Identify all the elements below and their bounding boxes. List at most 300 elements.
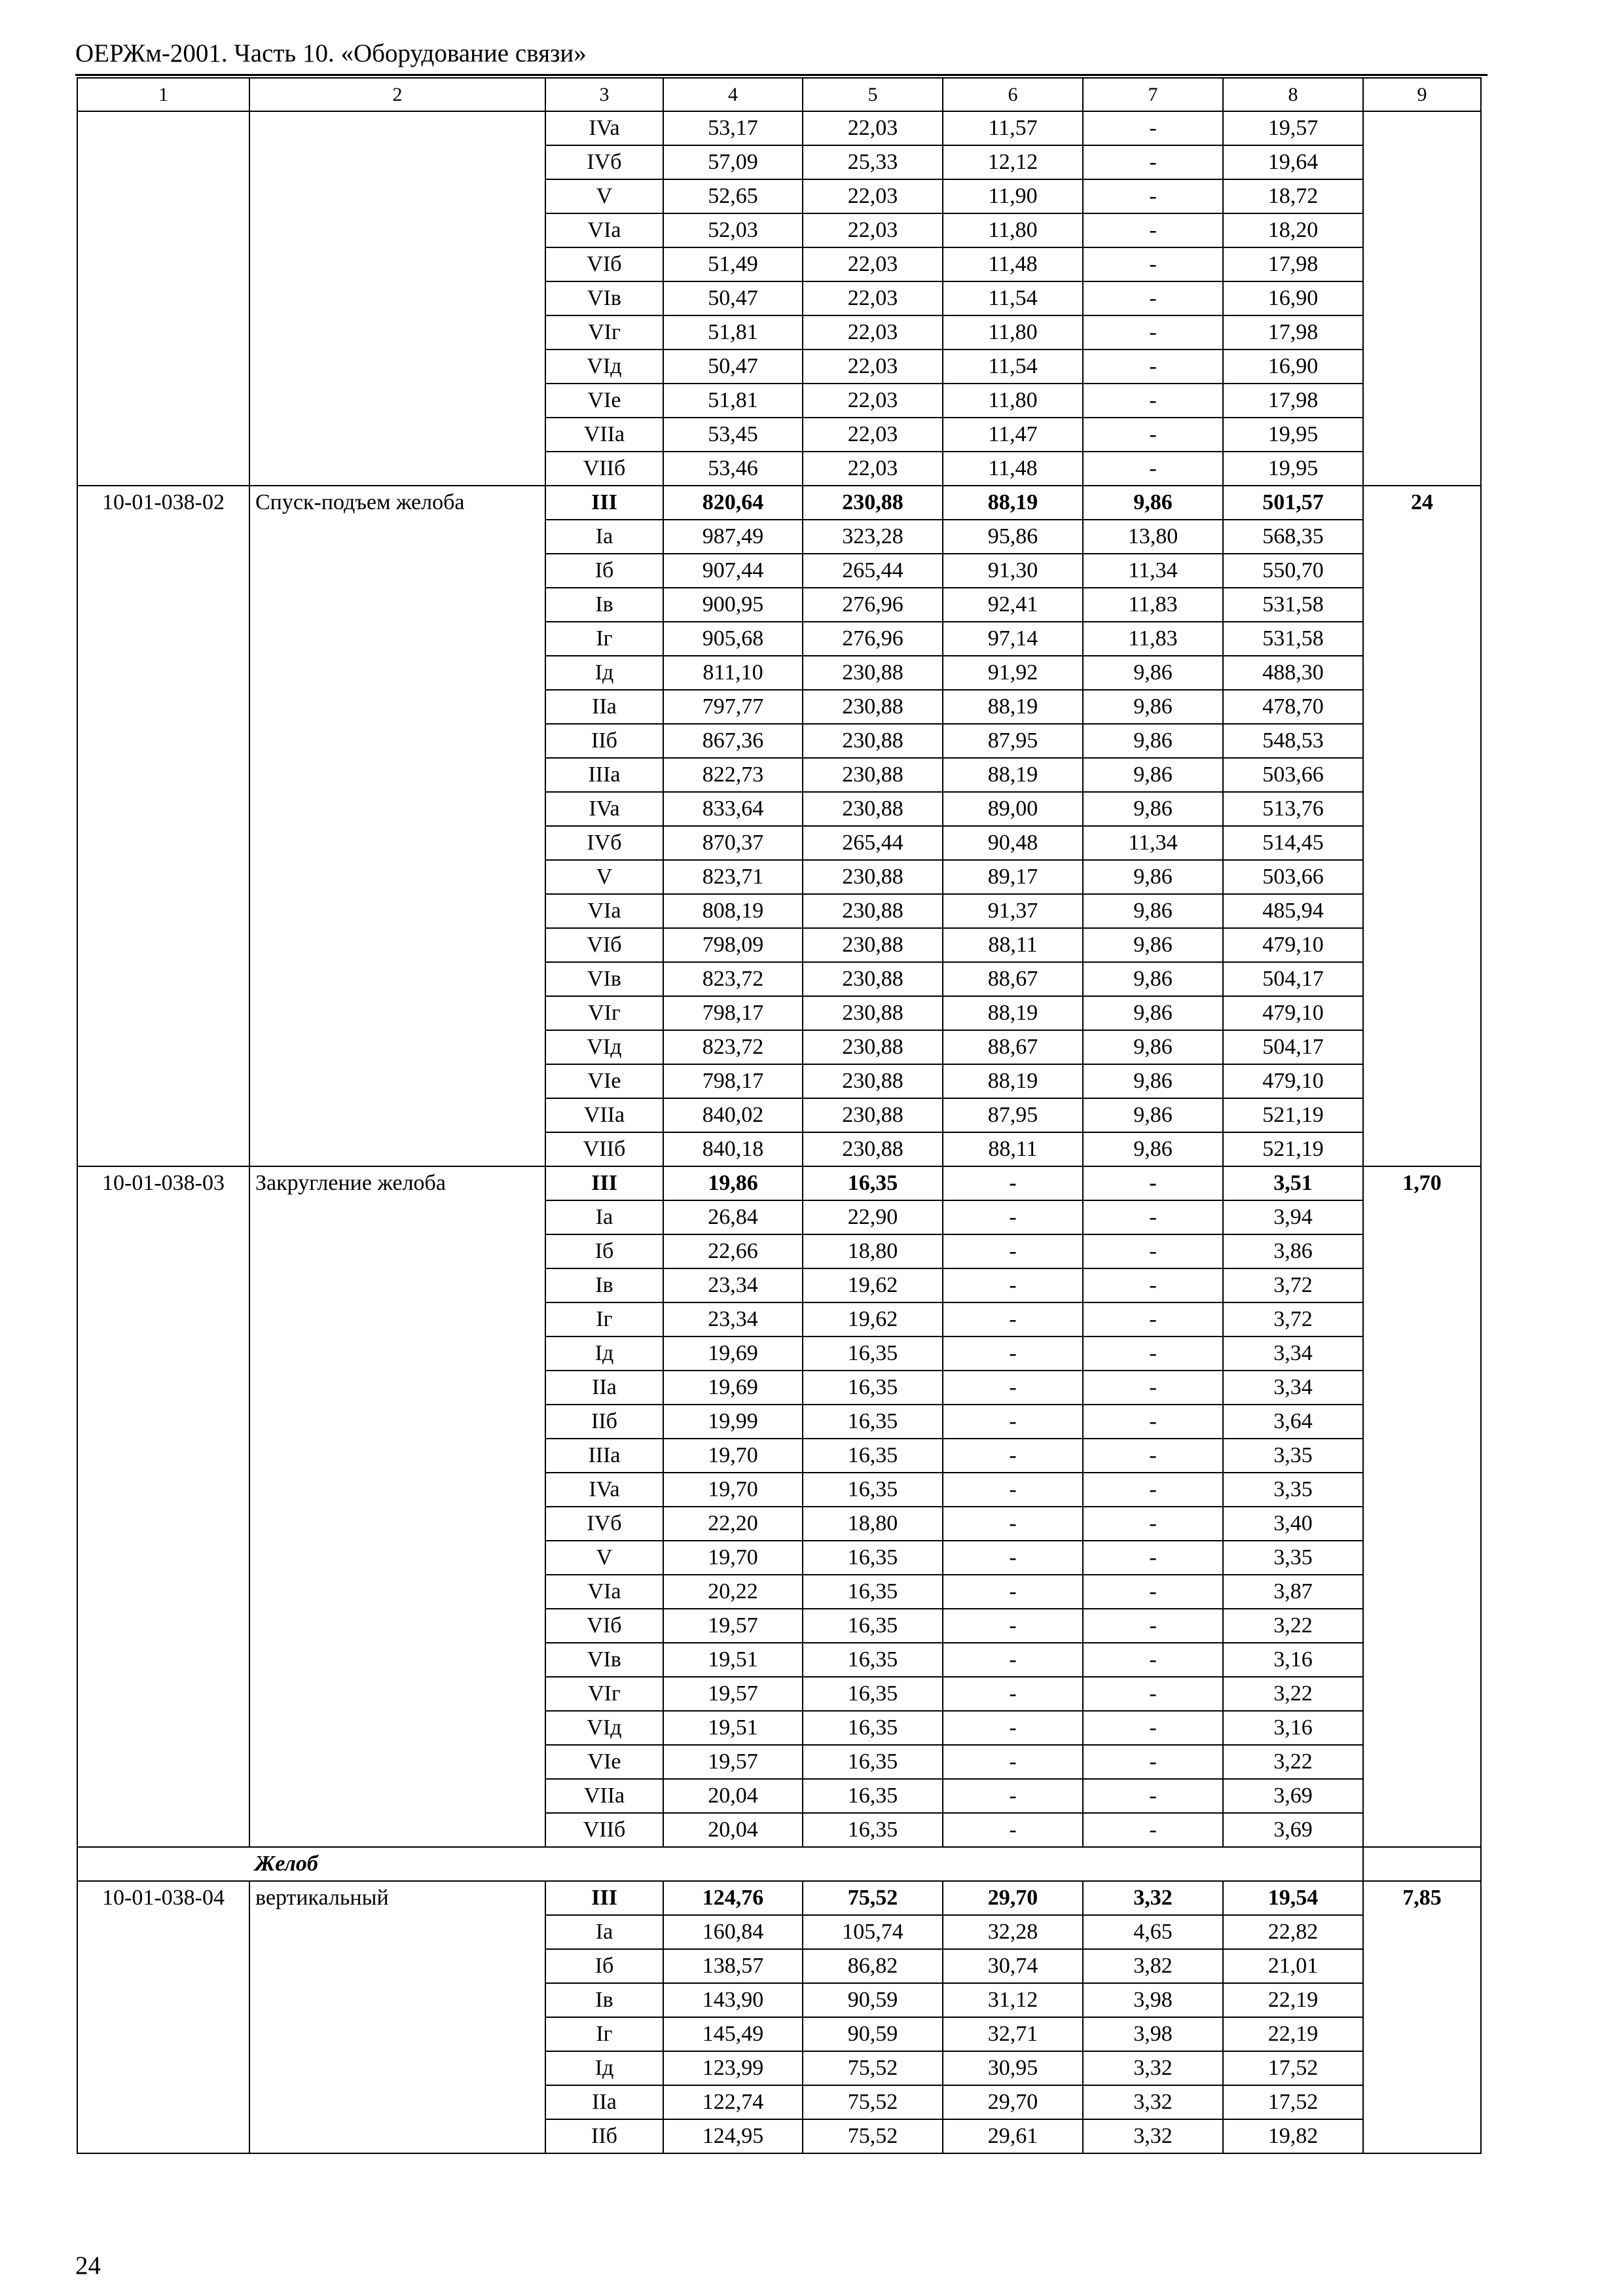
regime-cell: VIб — [545, 1609, 663, 1643]
value-cell: 13,80 — [1083, 520, 1223, 554]
column-number: 8 — [1223, 78, 1363, 111]
value-cell: 16,35 — [803, 1609, 943, 1643]
value-cell: 11,57 — [943, 111, 1083, 145]
table-row — [77, 1166, 1481, 1200]
value-cell: 3,64 — [1223, 1405, 1363, 1439]
regime-cell: Iб — [545, 554, 663, 588]
regime-cell: VIa — [545, 213, 663, 247]
value-cell: - — [1083, 1711, 1223, 1745]
regime-cell: VIIб — [545, 452, 663, 486]
value-cell: 53,17 — [663, 111, 803, 145]
value-cell: - — [943, 1745, 1083, 1779]
regime-cell: Iд — [545, 2051, 663, 2085]
regime-cell: IVб — [545, 1507, 663, 1541]
value-cell: - — [1083, 1575, 1223, 1609]
regime-cell: IIa — [545, 1371, 663, 1405]
rate-code: 10-01-038-04 — [77, 1881, 249, 2153]
column-number-row — [77, 78, 1481, 111]
value-cell: 91,37 — [943, 894, 1083, 928]
value-cell: 18,20 — [1223, 213, 1363, 247]
value-cell: - — [1083, 1541, 1223, 1575]
value-cell: - — [1083, 213, 1223, 247]
value-cell: 88,67 — [943, 962, 1083, 996]
value-cell: 18,80 — [803, 1234, 943, 1268]
value-cell: 90,59 — [803, 1983, 943, 2017]
value-cell: 230,88 — [803, 792, 943, 826]
value-cell: 3,22 — [1223, 1677, 1363, 1711]
column-9-value — [1363, 111, 1481, 486]
section-row — [77, 1847, 1481, 1881]
value-cell: 797,77 — [663, 690, 803, 724]
value-cell: 89,00 — [943, 792, 1083, 826]
value-cell: 19,69 — [663, 1336, 803, 1371]
value-cell: 31,12 — [943, 1983, 1083, 2017]
value-cell: 51,49 — [663, 247, 803, 281]
value-cell: 22,82 — [1223, 1915, 1363, 1949]
value-cell: - — [1083, 1507, 1223, 1541]
value-cell: 3,86 — [1223, 1234, 1363, 1268]
value-cell: 3,35 — [1223, 1439, 1363, 1473]
value-cell: - — [943, 1473, 1083, 1507]
regime-cell: VIIб — [545, 1132, 663, 1166]
value-cell: 89,17 — [943, 860, 1083, 894]
value-cell: 867,36 — [663, 724, 803, 758]
value-cell: 19,95 — [1223, 452, 1363, 486]
regime-cell: III — [545, 1166, 663, 1200]
value-cell: 122,74 — [663, 2085, 803, 2119]
regime-cell: VIIa — [545, 1098, 663, 1132]
value-cell: 88,19 — [943, 690, 1083, 724]
column-9-value: 7,85 — [1363, 1881, 1481, 2153]
value-cell: - — [943, 1507, 1083, 1541]
value-cell: 3,32 — [1083, 2119, 1223, 2153]
value-cell: 22,03 — [803, 452, 943, 486]
table-row — [77, 1881, 1481, 1915]
value-cell: 11,34 — [1083, 826, 1223, 860]
rate-code: 10-01-038-03 — [77, 1166, 249, 1847]
value-cell: 19,70 — [663, 1439, 803, 1473]
value-cell: 16,35 — [803, 1405, 943, 1439]
column-number: 6 — [943, 78, 1083, 111]
value-cell: 9,86 — [1083, 996, 1223, 1030]
regime-cell: Iв — [545, 1983, 663, 2017]
regime-cell: VIб — [545, 928, 663, 962]
value-cell: 900,95 — [663, 588, 803, 622]
value-cell: 17,98 — [1223, 315, 1363, 350]
value-cell: 19,99 — [663, 1405, 803, 1439]
section-empty-cell — [1363, 1847, 1481, 1881]
value-cell: 9,86 — [1083, 962, 1223, 996]
value-cell: - — [1083, 1405, 1223, 1439]
regime-cell: VIе — [545, 384, 663, 418]
value-cell: - — [943, 1336, 1083, 1371]
value-cell: 19,57 — [663, 1609, 803, 1643]
value-cell: 88,11 — [943, 1132, 1083, 1166]
value-cell: 840,18 — [663, 1132, 803, 1166]
value-cell: 88,19 — [943, 486, 1083, 520]
value-cell: - — [1083, 247, 1223, 281]
value-cell: 550,70 — [1223, 554, 1363, 588]
value-cell: 276,96 — [803, 588, 943, 622]
value-cell: 3,16 — [1223, 1643, 1363, 1677]
value-cell: 230,88 — [803, 690, 943, 724]
value-cell: 19,69 — [663, 1371, 803, 1405]
value-cell: 19,51 — [663, 1711, 803, 1745]
value-cell: 88,19 — [943, 996, 1083, 1030]
value-cell: - — [1083, 1677, 1223, 1711]
regime-cell: Iд — [545, 656, 663, 690]
value-cell: 16,35 — [803, 1336, 943, 1371]
regime-cell: Ia — [545, 520, 663, 554]
value-cell: 22,03 — [803, 179, 943, 213]
value-cell: 88,67 — [943, 1030, 1083, 1064]
value-cell: - — [1083, 1609, 1223, 1643]
value-cell: 11,80 — [943, 384, 1083, 418]
value-cell: 3,32 — [1083, 1881, 1223, 1915]
value-cell: 4,65 — [1083, 1915, 1223, 1949]
value-cell: - — [1083, 418, 1223, 452]
value-cell: 3,22 — [1223, 1609, 1363, 1643]
page-number: 24 — [75, 2251, 101, 2280]
value-cell: 16,90 — [1223, 350, 1363, 384]
value-cell: 11,54 — [943, 350, 1083, 384]
value-cell: 3,34 — [1223, 1371, 1363, 1405]
table-row — [77, 486, 1481, 520]
regime-cell: VIa — [545, 894, 663, 928]
value-cell: 276,96 — [803, 622, 943, 656]
regime-cell: IIa — [545, 2085, 663, 2119]
value-cell: 9,86 — [1083, 928, 1223, 962]
value-cell: 230,88 — [803, 928, 943, 962]
value-cell: 822,73 — [663, 758, 803, 792]
regime-cell: IIIa — [545, 758, 663, 792]
regime-cell: IIб — [545, 1405, 663, 1439]
value-cell: 25,33 — [803, 145, 943, 179]
value-cell: 22,03 — [803, 247, 943, 281]
value-cell: - — [1083, 315, 1223, 350]
value-cell: 75,52 — [803, 2085, 943, 2119]
value-cell: 11,83 — [1083, 588, 1223, 622]
value-cell: 75,52 — [803, 2119, 943, 2153]
regime-cell: VIд — [545, 350, 663, 384]
value-cell: - — [943, 1166, 1083, 1200]
value-cell: 50,47 — [663, 350, 803, 384]
value-cell: 29,70 — [943, 2085, 1083, 2119]
value-cell: 143,90 — [663, 1983, 803, 2017]
value-cell: 88,11 — [943, 928, 1083, 962]
value-cell: - — [1083, 1473, 1223, 1507]
value-cell: - — [943, 1541, 1083, 1575]
value-cell: - — [943, 1200, 1083, 1234]
value-cell: 9,86 — [1083, 486, 1223, 520]
value-cell: 19,62 — [803, 1302, 943, 1336]
value-cell: - — [943, 1711, 1083, 1745]
value-cell: 568,35 — [1223, 520, 1363, 554]
column-number: 4 — [663, 78, 803, 111]
value-cell: 488,30 — [1223, 656, 1363, 690]
value-cell: 833,64 — [663, 792, 803, 826]
value-cell: 51,81 — [663, 384, 803, 418]
value-cell: 16,35 — [803, 1677, 943, 1711]
value-cell: 230,88 — [803, 1030, 943, 1064]
value-cell: 11,34 — [1083, 554, 1223, 588]
table-row — [77, 111, 1481, 145]
value-cell: - — [943, 1302, 1083, 1336]
value-cell: - — [1083, 1745, 1223, 1779]
value-cell: 9,86 — [1083, 1030, 1223, 1064]
regime-cell: Iг — [545, 2017, 663, 2051]
value-cell: 9,86 — [1083, 894, 1223, 928]
regime-cell: VIе — [545, 1745, 663, 1779]
value-cell: 22,19 — [1223, 2017, 1363, 2051]
value-cell: 3,32 — [1083, 2051, 1223, 2085]
value-cell: 9,86 — [1083, 690, 1223, 724]
regime-cell: IIIa — [545, 1439, 663, 1473]
value-cell: - — [943, 1234, 1083, 1268]
regime-cell: Ia — [545, 1915, 663, 1949]
value-cell: 230,88 — [803, 1132, 943, 1166]
value-cell: - — [943, 1575, 1083, 1609]
column-number: 3 — [545, 78, 663, 111]
value-cell: 503,66 — [1223, 758, 1363, 792]
value-cell: 11,90 — [943, 179, 1083, 213]
value-cell: 95,86 — [943, 520, 1083, 554]
value-cell: 11,47 — [943, 418, 1083, 452]
value-cell: 478,70 — [1223, 690, 1363, 724]
value-cell: 22,03 — [803, 384, 943, 418]
value-cell: 905,68 — [663, 622, 803, 656]
value-cell: 230,88 — [803, 894, 943, 928]
value-cell: 32,28 — [943, 1915, 1083, 1949]
regime-cell: IVб — [545, 826, 663, 860]
value-cell: 11,80 — [943, 213, 1083, 247]
value-cell: 22,03 — [803, 281, 943, 315]
value-cell: 798,09 — [663, 928, 803, 962]
regime-cell: VIд — [545, 1030, 663, 1064]
value-cell: 92,41 — [943, 588, 1083, 622]
value-cell: 22,90 — [803, 1200, 943, 1234]
value-cell: 19,82 — [1223, 2119, 1363, 2153]
work-name: Закругление желоба — [249, 1166, 545, 1847]
value-cell: 19,64 — [1223, 145, 1363, 179]
value-cell: 230,88 — [803, 860, 943, 894]
value-cell: 19,70 — [663, 1473, 803, 1507]
value-cell: 479,10 — [1223, 996, 1363, 1030]
value-cell: 230,88 — [803, 758, 943, 792]
value-cell: 820,64 — [663, 486, 803, 520]
value-cell: 29,70 — [943, 1881, 1083, 1915]
value-cell: 124,76 — [663, 1881, 803, 1915]
value-cell: 9,86 — [1083, 1132, 1223, 1166]
value-cell: 11,83 — [1083, 622, 1223, 656]
value-cell: 16,35 — [803, 1745, 943, 1779]
value-cell: 22,03 — [803, 213, 943, 247]
regime-cell: VIIa — [545, 418, 663, 452]
regime-cell: IIб — [545, 2119, 663, 2153]
value-cell: 20,22 — [663, 1575, 803, 1609]
value-cell: 75,52 — [803, 1881, 943, 1915]
value-cell: 22,66 — [663, 1234, 803, 1268]
value-cell: 22,19 — [1223, 1983, 1363, 2017]
value-cell: 91,92 — [943, 656, 1083, 690]
value-cell: 20,04 — [663, 1813, 803, 1847]
value-cell: 823,72 — [663, 1030, 803, 1064]
column-number: 1 — [77, 78, 249, 111]
value-cell: 16,35 — [803, 1166, 943, 1200]
value-cell: 514,45 — [1223, 826, 1363, 860]
value-cell: 798,17 — [663, 996, 803, 1030]
value-cell: 503,66 — [1223, 860, 1363, 894]
value-cell: 16,35 — [803, 1779, 943, 1813]
value-cell: 230,88 — [803, 724, 943, 758]
value-cell: 3,94 — [1223, 1200, 1363, 1234]
value-cell: 501,57 — [1223, 486, 1363, 520]
value-cell: - — [1083, 384, 1223, 418]
value-cell: 230,88 — [803, 656, 943, 690]
value-cell: 16,35 — [803, 1813, 943, 1847]
value-cell: - — [943, 1268, 1083, 1302]
value-cell: 16,35 — [803, 1473, 943, 1507]
value-cell: - — [1083, 1268, 1223, 1302]
value-cell: 138,57 — [663, 1949, 803, 1983]
value-cell: - — [1083, 1779, 1223, 1813]
value-cell: 265,44 — [803, 826, 943, 860]
value-cell: 840,02 — [663, 1098, 803, 1132]
regime-cell: VIб — [545, 247, 663, 281]
value-cell: 9,86 — [1083, 1098, 1223, 1132]
regime-cell: IVa — [545, 111, 663, 145]
value-cell: 230,88 — [803, 1064, 943, 1098]
value-cell: - — [1083, 1336, 1223, 1371]
value-cell: - — [943, 1779, 1083, 1813]
value-cell: 3,40 — [1223, 1507, 1363, 1541]
value-cell: - — [1083, 1439, 1223, 1473]
value-cell: 3,35 — [1223, 1541, 1363, 1575]
value-cell: - — [1083, 452, 1223, 486]
value-cell: - — [1083, 1166, 1223, 1200]
regime-cell: III — [545, 486, 663, 520]
value-cell: 3,82 — [1083, 1949, 1223, 1983]
value-cell: 3,34 — [1223, 1336, 1363, 1371]
value-cell: 86,82 — [803, 1949, 943, 1983]
value-cell: 22,20 — [663, 1507, 803, 1541]
value-cell: - — [1083, 145, 1223, 179]
regime-cell: V — [545, 179, 663, 213]
regime-cell: Iг — [545, 1302, 663, 1336]
value-cell: 9,86 — [1083, 860, 1223, 894]
work-name — [249, 111, 545, 486]
value-cell: 17,52 — [1223, 2085, 1363, 2119]
value-cell: 90,48 — [943, 826, 1083, 860]
value-cell: 123,99 — [663, 2051, 803, 2085]
value-cell: 52,65 — [663, 179, 803, 213]
regime-cell: IIa — [545, 690, 663, 724]
value-cell: 3,98 — [1083, 2017, 1223, 2051]
value-cell: 504,17 — [1223, 962, 1363, 996]
column-number: 5 — [803, 78, 943, 111]
value-cell: 97,14 — [943, 622, 1083, 656]
header-rule — [75, 74, 1487, 76]
value-cell: 3,51 — [1223, 1166, 1363, 1200]
value-cell: 21,01 — [1223, 1949, 1363, 1983]
value-cell: 22,03 — [803, 111, 943, 145]
value-cell: 19,62 — [803, 1268, 943, 1302]
value-cell: 9,86 — [1083, 1064, 1223, 1098]
value-cell: 105,74 — [803, 1915, 943, 1949]
value-cell: 57,09 — [663, 145, 803, 179]
regime-cell: VIг — [545, 315, 663, 350]
regime-cell: V — [545, 860, 663, 894]
value-cell: 9,86 — [1083, 792, 1223, 826]
value-cell: 90,59 — [803, 2017, 943, 2051]
column-number: 7 — [1083, 78, 1223, 111]
value-cell: 504,17 — [1223, 1030, 1363, 1064]
value-cell: 531,58 — [1223, 588, 1363, 622]
value-cell: 19,57 — [1223, 111, 1363, 145]
value-cell: 53,46 — [663, 452, 803, 486]
value-cell: 18,80 — [803, 1507, 943, 1541]
value-cell: 19,86 — [663, 1166, 803, 1200]
value-cell: 3,32 — [1083, 2085, 1223, 2119]
value-cell: 19,51 — [663, 1643, 803, 1677]
value-cell: 16,90 — [1223, 281, 1363, 315]
value-cell: 17,98 — [1223, 247, 1363, 281]
column-number: 2 — [249, 78, 545, 111]
value-cell: 521,19 — [1223, 1132, 1363, 1166]
work-name: вертикальный — [249, 1881, 545, 2153]
value-cell: 16,35 — [803, 1439, 943, 1473]
value-cell: 88,19 — [943, 758, 1083, 792]
value-cell: 513,76 — [1223, 792, 1363, 826]
value-cell: 11,48 — [943, 247, 1083, 281]
value-cell: 124,95 — [663, 2119, 803, 2153]
regime-cell: IVa — [545, 1473, 663, 1507]
value-cell: 19,57 — [663, 1677, 803, 1711]
value-cell: - — [943, 1405, 1083, 1439]
value-cell: 548,53 — [1223, 724, 1363, 758]
value-cell: 3,72 — [1223, 1302, 1363, 1336]
value-cell: 22,03 — [803, 350, 943, 384]
value-cell: 823,72 — [663, 962, 803, 996]
value-cell: 19,95 — [1223, 418, 1363, 452]
value-cell: 19,70 — [663, 1541, 803, 1575]
regime-cell: Ia — [545, 1200, 663, 1234]
value-cell: 11,54 — [943, 281, 1083, 315]
regime-cell: IVa — [545, 792, 663, 826]
value-cell: - — [1083, 1643, 1223, 1677]
value-cell: 3,22 — [1223, 1745, 1363, 1779]
value-cell: 479,10 — [1223, 1064, 1363, 1098]
regime-cell: Iв — [545, 1268, 663, 1302]
regime-cell: Iг — [545, 622, 663, 656]
value-cell: 987,49 — [663, 520, 803, 554]
regime-cell: VIIб — [545, 1813, 663, 1847]
value-cell: - — [1083, 1302, 1223, 1336]
value-cell: 22,03 — [803, 418, 943, 452]
value-cell: 52,03 — [663, 213, 803, 247]
value-cell: - — [1083, 1813, 1223, 1847]
rate-code — [77, 111, 249, 486]
value-cell: - — [1083, 1234, 1223, 1268]
regime-cell: Iд — [545, 1336, 663, 1371]
value-cell: - — [943, 1371, 1083, 1405]
value-cell: 9,86 — [1083, 758, 1223, 792]
value-cell: 323,28 — [803, 520, 943, 554]
value-cell: 32,71 — [943, 2017, 1083, 2051]
regime-cell: VIв — [545, 1643, 663, 1677]
regime-cell: Iб — [545, 1234, 663, 1268]
value-cell: 160,84 — [663, 1915, 803, 1949]
